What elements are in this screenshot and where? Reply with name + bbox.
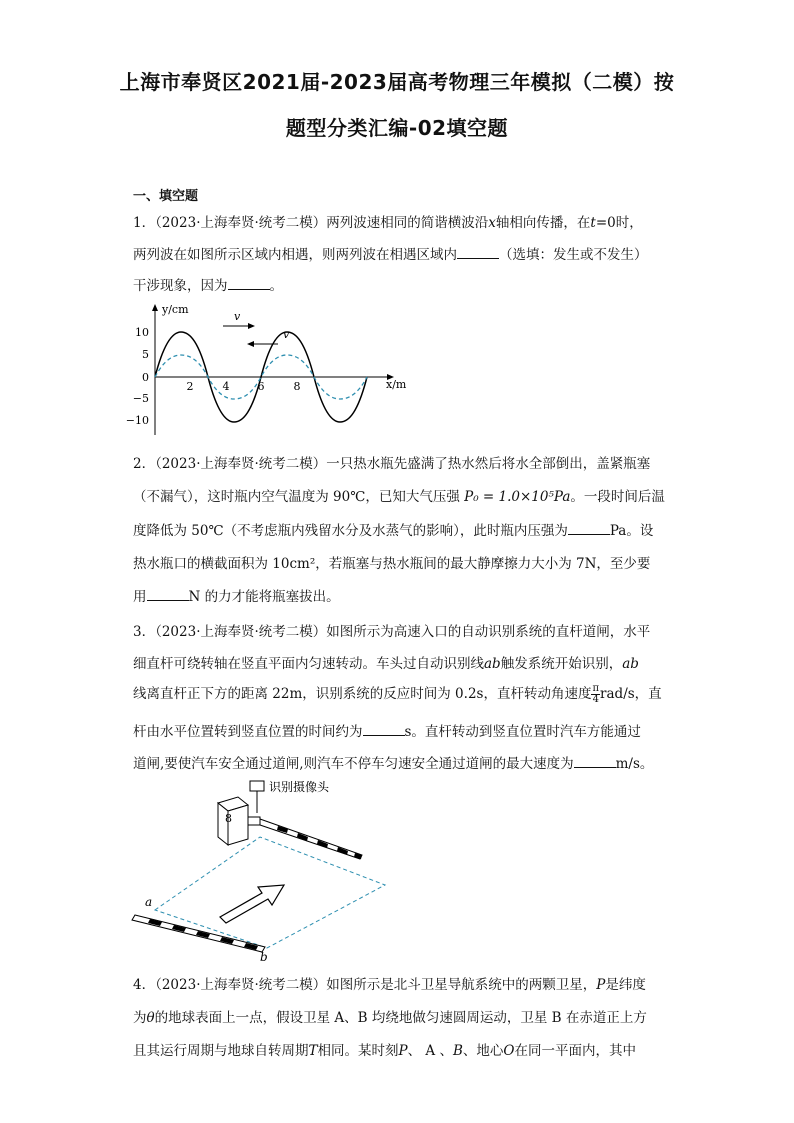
q4-line-2: 为θ的地球表面上一点，假设卫星 A、B 均绕地做匀速圆周运动，卫星 B 在赤道正上方 (133, 1010, 647, 1026)
velocity-arrowhead-left (247, 341, 254, 347)
q3-line-1: 3．（2023·上海奉贤·统考二模）如图所示为高速入口的自动识别系统的直杆道闸，水平 (133, 624, 651, 640)
barrier-stripe (354, 853, 362, 859)
velocity-label-right: v (234, 310, 241, 323)
answer-blank[interactable] (457, 246, 499, 259)
y-tick-label: 10 (135, 326, 149, 339)
answer-blank[interactable] (574, 755, 616, 768)
document-title-line-1: 上海市奉贤区2021届-2023届高考物理三年模拟（二模）按 (119, 70, 675, 94)
booth-front (228, 805, 248, 845)
answer-blank[interactable] (147, 588, 189, 601)
y-tick-label: 5 (142, 348, 149, 361)
y-tick-label: 0 (142, 371, 149, 384)
q4-line-1: 4．（2023·上海奉贤·统考二模）如图所示是北斗卫星导航系统中的两颗卫星，P是纬度 (133, 977, 646, 993)
q4-line-3: 且其运行周期与地球自转周期T相同。某时刻P、 A 、B、地心O在同一平面内，其中 (133, 1043, 636, 1059)
q1-line-2: 两列波在如图所示区域内相遇，则两列波在相遇区域内 （选填：发生或不发生） (133, 247, 648, 263)
q3-line-4: 杆由水平位置转到竖直位置的时间约为 s。直杆转动到竖直位置时汽车方能通过 (133, 724, 641, 740)
point-b-label: b (260, 950, 268, 964)
answer-blank[interactable] (228, 277, 270, 290)
q2-line-4: 热水瓶口的横截面积为 10cm²，若瓶塞与热水瓶间的最大静摩擦力大小为 7N，至少要 (133, 556, 651, 572)
gate-pivot (248, 817, 260, 825)
q3-line-5: 道闸,要使汽车安全通过道闸,则汽车不停车匀速安全通过道闸的最大速度为 m/s。 (133, 756, 654, 772)
x-tick-label: 4 (222, 380, 230, 393)
fraction: $\frac{\pi}{4}$ (592, 683, 600, 705)
toll-gate-figure (130, 775, 400, 965)
y-tick-label: −10 (125, 414, 149, 427)
wave-graph (125, 300, 415, 440)
q2-line-1: 2．（2023·上海奉贤·统考二模）一只热水瓶先盛满了热水然后将水全部倒出，盖紧瓶塞 (133, 456, 651, 472)
section-heading: 一、填空题 (133, 189, 199, 204)
document-title-line-2: 题型分类汇编-02填空题 (285, 116, 509, 140)
q1-line-1: 1．（2023·上海奉贤·统考二模）两列波速相同的简谐横波沿x轴相向传播，在t=0时， (133, 215, 643, 231)
x-tick-label: 8 (293, 380, 301, 393)
camera-label: 识别摄像头 (269, 780, 330, 794)
velocity-label-left: v (283, 328, 290, 341)
camera-icon (250, 781, 264, 791)
velocity-arrowhead-right (248, 323, 255, 329)
answer-blank[interactable] (363, 723, 405, 736)
q2-line-2: （不漏气），这时瓶内空气温度为 90℃，已知大气压强 P₀ = 1.0×10⁵Pa。一段时间后温 (133, 489, 665, 505)
x-tick-label: 2 (186, 380, 194, 393)
direction-arrow-icon (220, 885, 284, 923)
booth-number: 8 (225, 812, 232, 825)
q2-line-5: 用 N 的力才能将瓶塞拔出。 (133, 589, 340, 605)
x-tick-label: 6 (257, 380, 265, 393)
q3-line-2: 细直杆可绕转轴在竖直平面内匀速转动。车头过自动识别线ab触发系统开始识别，ab (133, 656, 639, 672)
x-axis-label: x/m (386, 378, 407, 391)
q3-line-3: 线离直杆正下方的距离 22m，识别系统的反应时间为 0.2s，直杆转动角速度 $\frac{\pi}{4}$ rad/s，直 (133, 683, 662, 705)
y-axis-arrow (152, 304, 158, 311)
point-a-label: a (145, 895, 153, 909)
q2-line-3: 度降低为 50℃（不考虑瓶内残留水分及水蒸气的影响），此时瓶内压强为 Pa。设 (133, 523, 654, 539)
answer-blank[interactable] (568, 522, 610, 535)
y-tick-label: −5 (132, 392, 149, 405)
q1-line-3: 干涉现象，因为 。 (133, 278, 283, 294)
y-axis-label: y/cm (162, 303, 189, 316)
